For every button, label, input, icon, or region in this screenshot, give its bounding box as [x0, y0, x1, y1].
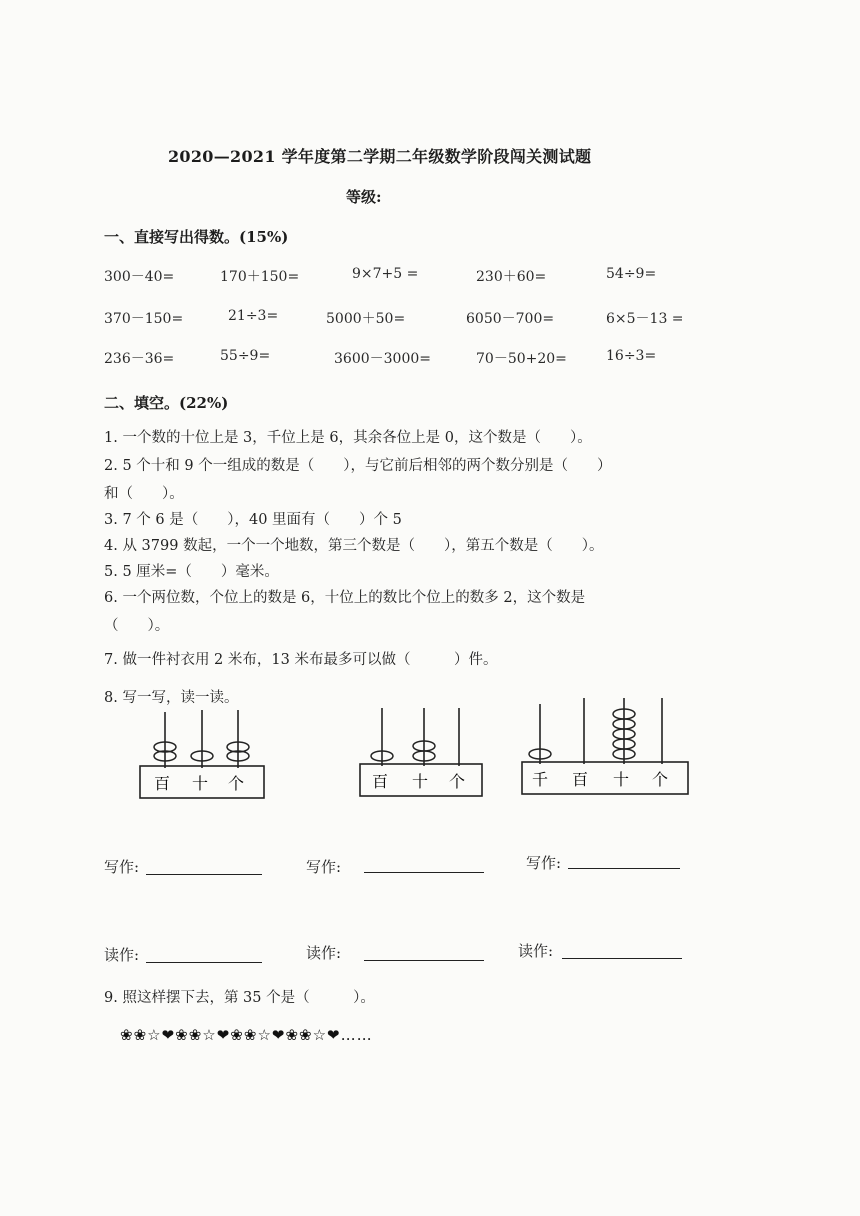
section1-heading: 一、直接写出得数。(15%) [104, 228, 289, 246]
question-4: 4. 从 3799 数起，一个一个地数，第三个数是（ ），第五个数是（ ）。 [104, 538, 604, 554]
place-label: 十 [412, 772, 429, 791]
calc-item: 9×7+5 = [352, 266, 419, 282]
calc-item: 6×5－13 = [606, 311, 684, 327]
write-answer-line-3[interactable] [568, 868, 680, 869]
question-5: 5. 5 厘米=（ ）毫米。 [104, 564, 279, 580]
place-label: 十 [613, 770, 630, 789]
place-label: 十 [192, 774, 209, 793]
place-label: 百 [154, 774, 171, 793]
write-label: 写作: [526, 854, 562, 872]
question-1: 1. 一个数的十位上是 3，千位上是 6，其余各位上是 0，这个数是（ ）。 [104, 430, 592, 446]
section2-heading: 二、填空。(22%) [104, 394, 229, 412]
calc-item: 5000＋50= [326, 311, 406, 327]
read-label: 读作: [306, 944, 342, 962]
grade-label: 等级: [346, 188, 382, 206]
calc-item: 236－36= [104, 351, 175, 367]
question-9: 9. 照这样摆下去，第 35 个是（ ）。 [104, 990, 375, 1006]
place-label: 百 [572, 770, 589, 789]
place-label: 百 [372, 772, 389, 791]
calc-item: 21÷3= [228, 308, 279, 324]
write-label: 写作: [306, 858, 342, 876]
abacus-2 [352, 700, 502, 804]
question-8: 8. 写一写，读一读。 [104, 690, 239, 706]
shape-pattern: ❀❀☆❤❀❀☆❤❀❀☆❤❀❀☆❤…… [120, 1026, 373, 1044]
question-2-cont: 和（ ）。 [104, 486, 184, 502]
calc-item: 370－150= [104, 311, 184, 327]
question-7: 7. 做一件衬衣用 2 米布，13 米布最多可以做（ ）件。 [104, 652, 498, 668]
calc-item: 230＋60= [476, 269, 547, 285]
calc-item: 170＋150= [220, 269, 300, 285]
read-answer-line-2[interactable] [364, 960, 484, 961]
read-label: 读作: [518, 942, 554, 960]
question-6: 6. 一个两位数，个位上的数是 6，十位上的数比个位上的数多 2，这个数是 [104, 590, 586, 606]
place-label: 个 [652, 770, 669, 789]
calc-item: 3600－3000= [334, 351, 431, 367]
write-answer-line-1[interactable] [146, 874, 262, 875]
read-label: 读作: [104, 946, 140, 964]
place-label: 个 [449, 772, 466, 791]
place-label: 千 [532, 770, 549, 789]
write-answer-line-2[interactable] [364, 872, 484, 873]
page-title: 2020—2021 学年度第二学期二年级数学阶段闯关测试题 [168, 147, 592, 166]
question-6-cont: （ ）。 [104, 618, 170, 634]
read-answer-line-3[interactable] [562, 958, 682, 959]
place-label: 个 [228, 774, 245, 793]
question-2: 2. 5 个十和 9 个一组成的数是（ ），与它前后相邻的两个数分别是（ ） [104, 458, 612, 474]
abacus-1 [130, 700, 280, 804]
calc-item: 54÷9= [606, 266, 657, 282]
abacus-3 [516, 692, 696, 804]
calc-item: 55÷9= [220, 348, 271, 364]
read-answer-line-1[interactable] [146, 962, 262, 963]
calc-item: 16÷3= [606, 348, 657, 364]
calc-item: 300－40= [104, 269, 175, 285]
question-3: 3. 7 个 6 是（ ），40 里面有（ ）个 5 [104, 512, 402, 528]
write-label: 写作: [104, 858, 140, 876]
calc-item: 70－50+20= [476, 351, 567, 367]
calc-item: 6050－700= [466, 311, 555, 327]
